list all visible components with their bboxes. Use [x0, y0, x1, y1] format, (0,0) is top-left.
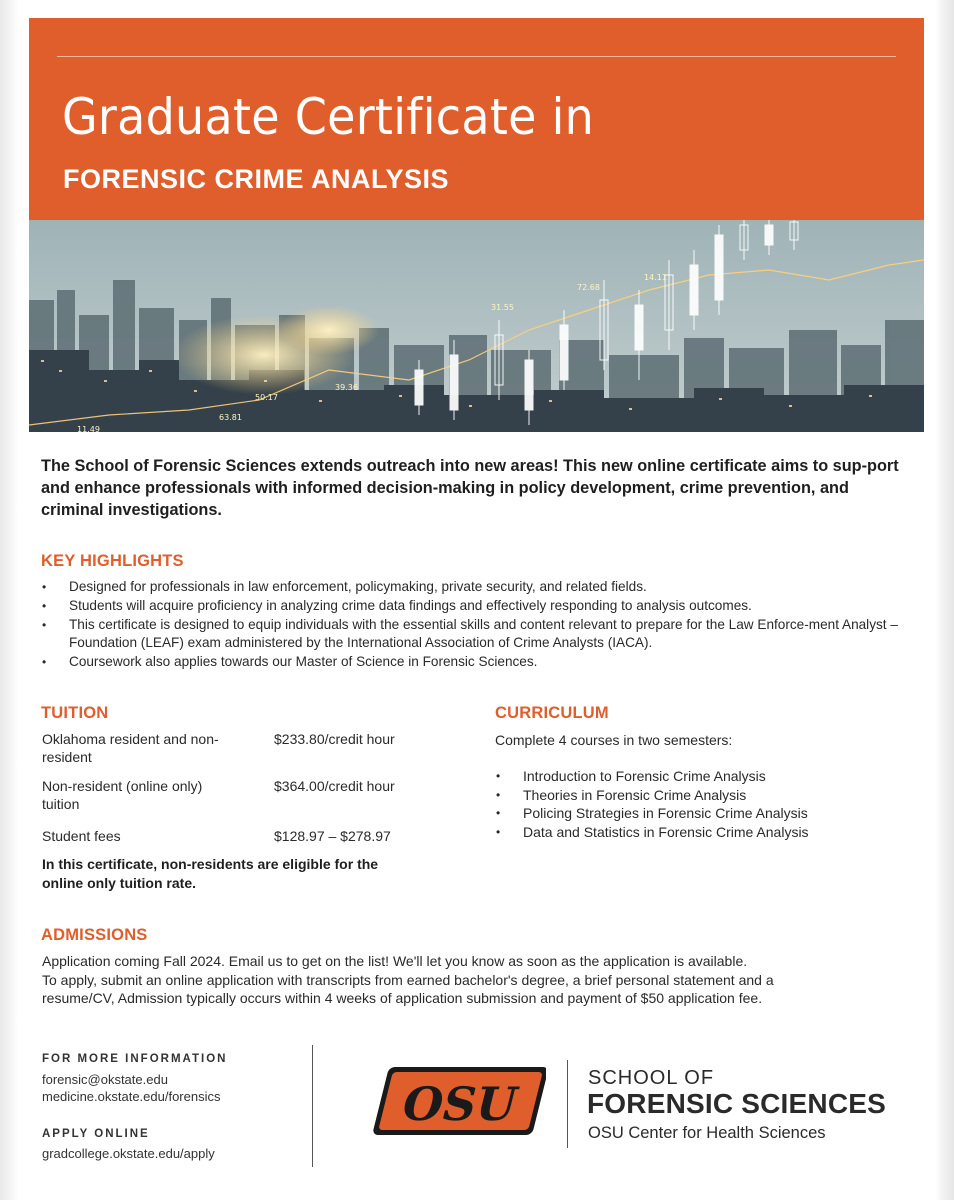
curriculum-intro: Complete 4 courses in two semesters:: [495, 732, 733, 748]
chart-label: 39.36: [335, 383, 358, 392]
chart-label: 72.68: [577, 283, 600, 292]
school-name: FORENSIC SCIENCES: [587, 1088, 886, 1119]
tuition-value: $233.80/credit hour: [274, 731, 395, 747]
list-item: • This certificate is designed to equip individuals with the essential skills and content relevant to prepare for the Law Enforce-ment Analyst – Foundation (LEAF) exam administered by the International Association of Crime Analysts (IACA).: [41, 616, 901, 652]
intro-paragraph: The School of Forensic Sciences extends outreach into new areas! This new online certificate aims to sup-port and enhance professionals with informed decision-making in policy development, crime prevention, and criminal investigations.: [41, 457, 899, 519]
banner-rule: [57, 56, 896, 57]
admissions-line: Application coming Fall 2024. Email us to get on the list! We'll let you know as soon as the application is available.: [42, 953, 748, 969]
tuition-value: $128.97 – $278.97: [274, 828, 391, 844]
more-info-label: FOR MORE INFORMATION: [42, 1053, 228, 1065]
page-subtitle: FORENSIC CRIME ANALYSIS: [63, 164, 450, 194]
list-item: • Data and Statistics in Forensic Crime Analysis: [495, 823, 809, 842]
apply-link[interactable]: gradcollege.okstate.edu/apply: [42, 1146, 215, 1161]
tuition-label: Non-resident (online only) tuition: [42, 778, 203, 812]
osu-logo-text: OSU: [396, 1077, 524, 1132]
list-item: • Theories in Forensic Crime Analysis: [495, 786, 809, 805]
key-highlights-heading: KEY HIGHLIGHTS: [41, 552, 184, 570]
chart-label: 14.11: [644, 273, 667, 282]
course-list: [495, 767, 809, 841]
highlights-list: [41, 578, 901, 672]
tuition-label: Oklahoma resident and non-resident: [42, 731, 219, 765]
website-link[interactable]: medicine.okstate.edu/forensics: [42, 1089, 221, 1104]
admissions-text: [42, 952, 912, 1008]
chart-label: 11.49: [77, 425, 100, 432]
chart-label: 50.17: [255, 393, 278, 402]
tuition-value: $364.00/credit hour: [274, 778, 395, 794]
list-item: • Policing Strategies in Forensic Crime Analysis: [495, 804, 809, 823]
email-link[interactable]: forensic@okstate.edu: [42, 1072, 168, 1087]
logo-divider: [567, 1060, 568, 1148]
list-item: • Coursework also applies towards our Master of Science in Forensic Sciences.: [41, 653, 901, 671]
chart-label: 63.81: [219, 413, 242, 422]
osu-logo: [370, 1063, 546, 1144]
admissions-heading: ADMISSIONS: [41, 926, 148, 944]
tuition-label: Student fees: [42, 828, 121, 844]
page-title: Graduate Certificate in: [62, 88, 595, 146]
school-of-text: SCHOOL OF: [588, 1067, 715, 1089]
tuition-heading: TUITION: [41, 704, 109, 722]
list-item: • Introduction to Forensic Crime Analysis: [495, 767, 809, 786]
skyline-chart-illustration: [29, 220, 924, 432]
tuition-note: In this certificate, non-residents are eligible for the online only tuition rate.: [42, 856, 379, 891]
chart-label: 31.55: [491, 303, 514, 312]
school-center: OSU Center for Health Sciences: [588, 1124, 826, 1142]
hero-image: [29, 220, 924, 432]
curriculum-heading: CURRICULUM: [495, 704, 609, 722]
title-banner: [29, 18, 924, 220]
apply-online-label: APPLY ONLINE: [42, 1128, 150, 1140]
admissions-line: resume/CV, Admission typically occurs within 4 weeks of application submission and payment of $50 application fee.: [42, 990, 763, 1006]
list-item: • Students will acquire proficiency in analyzing crime data findings and effectively responding to analysis outcomes.: [41, 597, 901, 615]
list-item: • Designed for professionals in law enforcement, policymaking, private security, and related fields.: [41, 578, 901, 596]
admissions-line: To apply, submit an online application with transcripts from earned bachelor's degree, a brief personal statement and a: [42, 971, 774, 988]
footer-divider: [312, 1045, 313, 1167]
